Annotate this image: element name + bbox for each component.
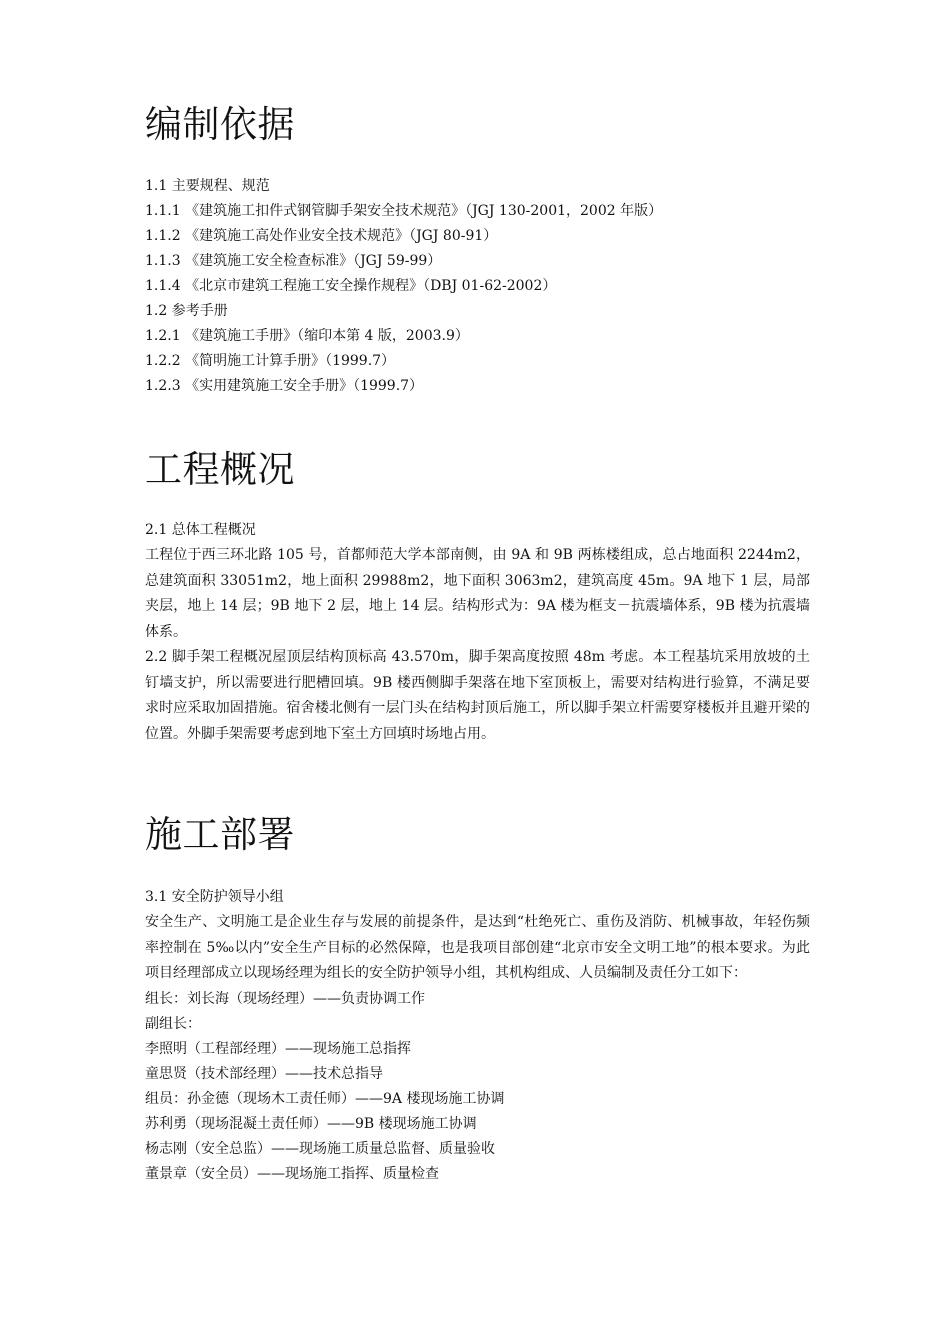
list-item: 1.2.1 《建筑施工手册》（缩印本第 4 版，2003.9） (145, 328, 469, 344)
section-body (145, 518, 810, 747)
member-line: 组员：孙金德（现场木工责任师）——9A 楼现场施工协调 (145, 1090, 505, 1107)
section-basis (145, 103, 810, 399)
section-body (145, 174, 810, 399)
list-item: 1.2.2 《简明施工计算手册》（1999.7） (145, 353, 396, 369)
section-body (145, 885, 810, 1187)
subsection-title: 2.1 总体工程概况 (145, 522, 256, 538)
list-item: 1.1.4 《北京市建筑工程施工安全操作规程》（DBJ 01-62-2002） (145, 278, 557, 294)
section-heading: 编制依据 (145, 103, 295, 146)
member-line: 苏利勇（现场混凝土责任师）——9B 楼现场施工协调 (145, 1115, 477, 1132)
list-item: 1.1.2 《建筑施工高处作业安全技术规范》（JGJ 80-91） (145, 228, 498, 244)
list-item: 1.1.1 《建筑施工扣件式钢管脚手架安全技术规范》（JGJ 130-2001，2002 年版） (145, 203, 663, 219)
member-line: 副组长： (145, 1015, 201, 1032)
list-item: 1.2.3 《实用建筑施工安全手册》（1999.7） (145, 378, 424, 394)
member-line: 李照明（工程部经理）——现场施工总指挥 (145, 1040, 411, 1057)
paragraph: 工程位于西三环北路 105 号，首都师范大学本部南侧，由 9A 和 9B 两栋楼组成，总占地面积 2244m2，总建筑面积 33051m2，地上面积 29988m2，地下面积 3063m2，建筑高度 45m。9A 地下 1 层，局部夹层，地上 14 层；9B 地下 2 层，地上 14 层。结构形式为：9A 楼为框支－抗震墙体系，9B 楼为抗震墙体系。 (145, 547, 810, 640)
list-item: 1.1 主要规程、规范 (145, 178, 270, 194)
subsection-title: 3.1 安全防护领导小组 (145, 889, 284, 905)
member-line: 童思贤（技术部经理）——技术总指导 (145, 1065, 383, 1082)
section-heading: 施工部署 (145, 813, 295, 856)
member-line: 杨志刚（安全总监）——现场施工质量总监督、质量验收 (145, 1140, 495, 1157)
list-item: 1.1.3 《建筑施工安全检查标准》（JGJ 59-99） (145, 253, 442, 269)
section-overview (145, 448, 810, 747)
paragraph: 安全生产、文明施工是企业生存与发展的前提条件，是达到“杜绝死亡、重伤及消防、机械事故，年轻伤频率控制在 5‰以内”安全生产目标的必然保障，也是我项目部创建“北京市安全文明工地”的根本要求。为此项目经理部成立以现场经理为组长的安全防护领导小组，其机构组成、人员编制及责任分工如下： (145, 914, 810, 981)
member-line: 董景章（安全员）——现场施工指挥、质量检查 (145, 1165, 439, 1182)
list-item: 1.2 参考手册 (145, 303, 228, 319)
paragraph: 2.2 脚手架工程概况屋顶层结构顶标高 43.570m，脚手架高度按照 48m 考虑。本工程基坑采用放坡的土钉墙支护，所以需要进行肥槽回填。9B 楼西侧脚手架落在地下室顶板上，需要对结构进行验算，不满足要求时应采取加固措施。宿舍楼北侧有一层门头在结构封顶后施工，所以脚手架立杆需要穿楼板并且避开梁的位置。外脚手架需要考虑到地下室土方回填时场地占用。 (145, 649, 810, 742)
section-deployment (145, 813, 810, 1187)
section-heading: 工程概况 (145, 448, 295, 491)
member-line: 组长：刘长海（现场经理）——负责协调工作 (145, 990, 425, 1007)
